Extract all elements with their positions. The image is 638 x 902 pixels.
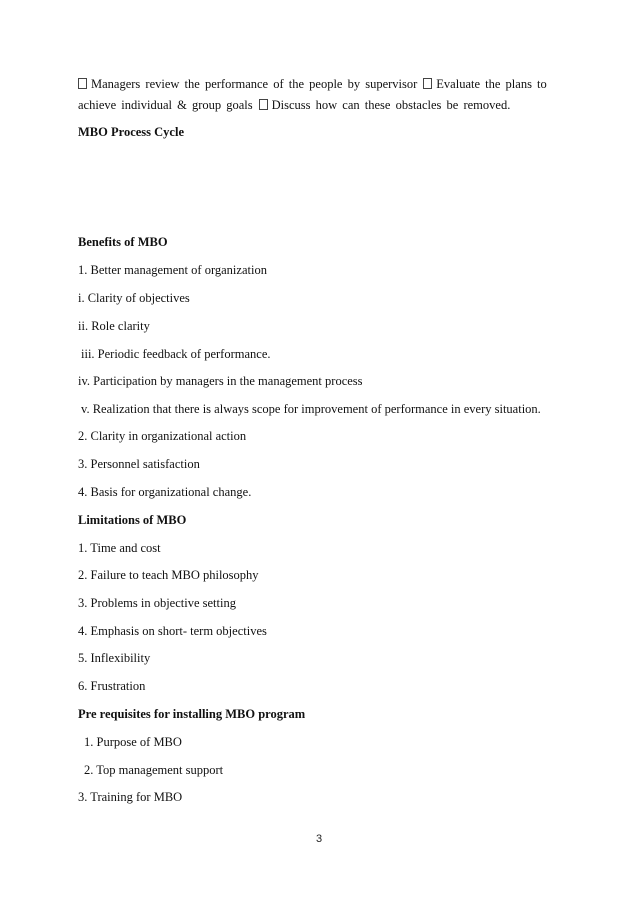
limitation-item: 5. Inflexibility [78,651,151,665]
prerequisite-item: 2. Top management support [84,763,224,777]
benefit-item: iv. Participation by managers in the management process [78,374,363,388]
benefit-item: 1. Better management of organization [78,263,267,277]
intro-line-2 [78,97,510,113]
missing-glyph-icon [423,78,432,89]
prerequisite-item: 3. Training for MBO [78,790,183,804]
benefit-item: iii. Periodic feedback of performance. [81,347,271,361]
benefit-item: v. Realization that there is always scope for improvement of performance in every situation. [81,402,541,416]
limitation-item: 6. Frustration [78,679,146,693]
benefit-item: 2. Clarity in organizational action [78,429,247,443]
limitation-item: 1. Time and cost [78,541,161,555]
prerequisites-heading: Pre requisites for installing MBO program [78,707,306,721]
process-cycle-heading: MBO Process Cycle [78,125,184,139]
missing-glyph-icon [78,78,87,89]
intro-line-1 [78,76,547,92]
benefits-heading: Benefits of MBO [78,235,168,249]
intro-text-2: Evaluate the plans to [436,77,547,91]
intro-text-3: achieve individual & group goals [78,98,253,112]
benefit-item: 4. Basis for organizational change. [78,485,252,499]
prerequisite-item: 1. Purpose of MBO [84,735,182,749]
missing-glyph-icon [259,99,268,110]
limitation-item: 4. Emphasis on short- term objectives [78,624,267,638]
intro-text-1: Managers review the performance of the people by supervisor [91,77,418,91]
benefit-item: i. Clarity of objectives [78,291,190,305]
benefit-item: 3. Personnel satisfaction [78,457,200,471]
limitations-heading: Limitations of MBO [78,513,187,527]
intro-text-4: Discuss how can these obstacles be removed. [271,98,511,112]
benefit-item: ii. Role clarity [78,319,150,333]
limitation-item: 2. Failure to teach MBO philosophy [78,568,259,582]
limitation-item: 3. Problems in objective setting [78,596,236,610]
page-number: 3 [315,833,323,845]
